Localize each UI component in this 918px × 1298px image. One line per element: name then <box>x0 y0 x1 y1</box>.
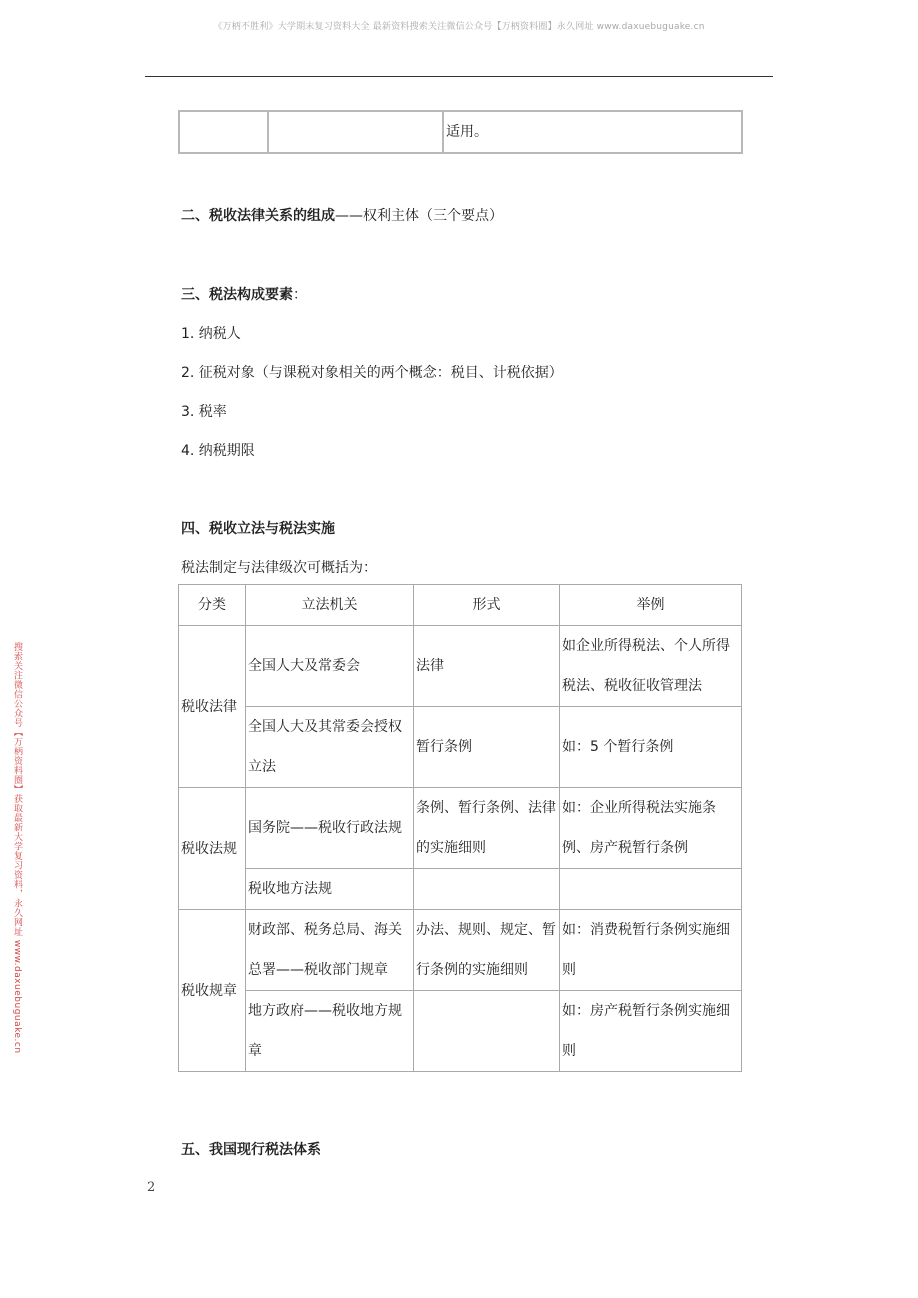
table-cell: 如：房产税暂行条例实施细则 <box>560 991 742 1072</box>
page-number: 2 <box>147 1180 156 1195</box>
table-cell: 税收地方法规 <box>246 869 414 910</box>
table-cell: 法律 <box>414 626 560 707</box>
table-cell <box>414 991 560 1072</box>
header-watermark-note: 《万柄不胜利》大学期末复习资料大全 最新资料搜索关注微信公众号【万柄资料圈】永久网址 www.daxuebuguake.cn <box>213 22 705 32</box>
table-cell: 条例、暂行条例、法律的实施细则 <box>414 788 560 869</box>
table-row <box>179 991 742 1072</box>
section-heading-4: 四、税收立法与税法实施 <box>181 521 335 537</box>
table-row <box>179 626 742 707</box>
table-cell: 暂行条例 <box>414 707 560 788</box>
table-cell <box>414 869 560 910</box>
table-cell <box>179 111 268 153</box>
category-cell: 税收规章 <box>179 910 246 1072</box>
table-row <box>179 707 742 788</box>
table-cell: 财政部、税务总局、海关总署——税收部门规章 <box>246 910 414 991</box>
section-colon: ： <box>293 287 307 303</box>
table-cell: 适用。 <box>443 111 742 153</box>
category-cell: 税收法规 <box>179 788 246 910</box>
table-cell: 全国人大及常委会 <box>246 626 414 707</box>
column-header: 形式 <box>414 585 560 626</box>
table-row <box>179 111 742 153</box>
legislation-table <box>178 584 742 1072</box>
list-item: 3. 税率 <box>181 404 227 420</box>
list-item: 4. 纳税期限 <box>181 443 255 459</box>
table-cell: 全国人大及其常委会授权立法 <box>246 707 414 788</box>
section-title: 二、税收法律关系的组成 <box>181 208 335 224</box>
table-intro: 税法制定与法律级次可概括为： <box>181 560 377 576</box>
column-header: 举例 <box>560 585 742 626</box>
table-cell: 地方政府——税收地方规章 <box>246 991 414 1072</box>
table-cell <box>268 111 443 153</box>
table-row <box>179 869 742 910</box>
section-heading-5: 五、我国现行税法体系 <box>181 1142 321 1158</box>
table-cell: 如：消费税暂行条例实施细则 <box>560 910 742 991</box>
table-cell <box>560 869 742 910</box>
section-heading-3 <box>181 284 307 304</box>
column-header: 分类 <box>179 585 246 626</box>
continuation-table <box>178 110 743 154</box>
table-row <box>179 910 742 991</box>
table-row <box>179 788 742 869</box>
column-header: 立法机关 <box>246 585 414 626</box>
table-cell: 如：企业所得税法实施条例、房产税暂行条例 <box>560 788 742 869</box>
side-watermark-note: 搜索关注微信公众号【万柄资料圈】获取最新大学复习资料，永久网址 www.daxuebuguake.cn <box>12 642 22 1054</box>
section-title: 三、税法构成要素 <box>181 287 293 303</box>
table-header-row <box>179 585 742 626</box>
table-cell: 如企业所得税法、个人所得税法、税收征收管理法 <box>560 626 742 707</box>
table-cell: 如：5 个暂行条例 <box>560 707 742 788</box>
category-cell: 税收法律 <box>179 626 246 788</box>
section-subtitle: ——权利主体（三个要点） <box>335 208 503 224</box>
header-divider <box>145 76 773 77</box>
table-cell: 国务院——税收行政法规 <box>246 788 414 869</box>
list-item: 1. 纳税人 <box>181 326 241 342</box>
section-heading-2 <box>181 205 503 225</box>
table-cell: 办法、规则、规定、暂行条例的实施细则 <box>414 910 560 991</box>
list-item: 2. 征税对象（与课税对象相关的两个概念：税目、计税依据） <box>181 365 563 381</box>
